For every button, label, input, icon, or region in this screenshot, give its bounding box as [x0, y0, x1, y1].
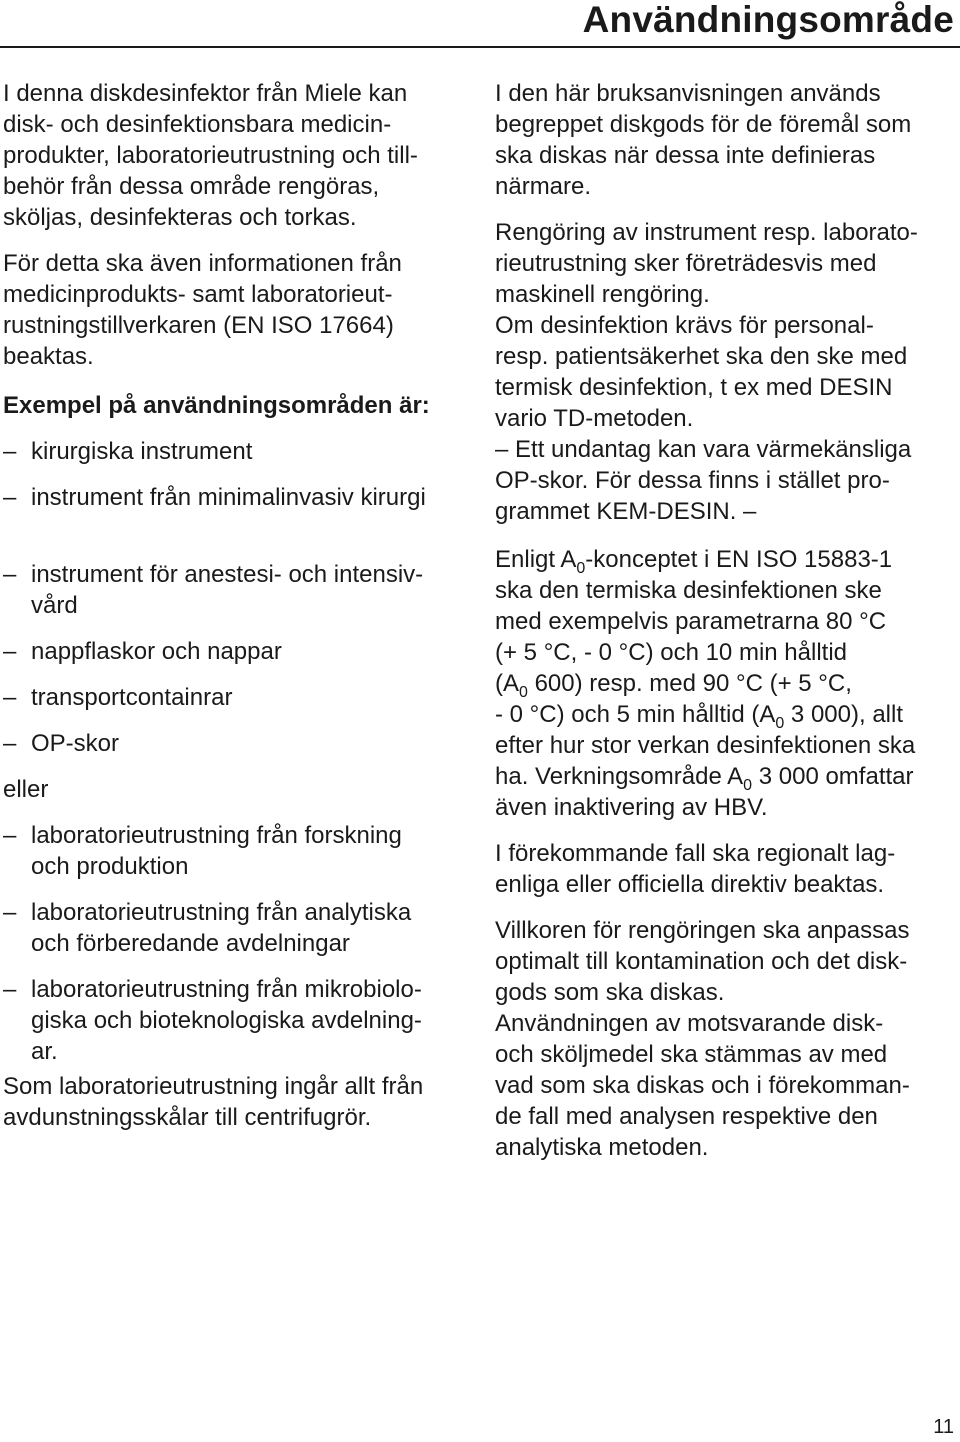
text-line: medicinprodukts- samt laboratorieut-: [3, 281, 393, 308]
text-line: optimalt till kontamination och det disk-: [495, 948, 908, 975]
list-item: [3, 636, 473, 667]
text-line: beaktas.: [3, 343, 94, 370]
text-line: även inaktivering av HBV.: [495, 794, 768, 821]
text-line: - 0 °C) och 5 min hålltid ($A_0$ 3 000), allt: [495, 701, 903, 732]
list-item: [3, 559, 473, 621]
text-line: ha. Verkningsområde $A_0$ 3 000 omfattar: [495, 763, 914, 794]
text-line: rieutrustning sker företrädesvis med: [495, 250, 877, 277]
text-line: maskinell rengöring.: [495, 281, 710, 308]
text-line: avdunstningsskålar till centrifugrör.: [3, 1104, 372, 1131]
paragraph-undantag: [495, 434, 955, 527]
examples-list: [3, 436, 473, 759]
dash-bullet: –: [3, 638, 17, 665]
paragraph-desinfektion: [495, 310, 955, 434]
text-line: Användningen av motsvarande disk-: [495, 1010, 884, 1037]
list-item-text: kirurgiska instrument: [31, 438, 253, 465]
text-line: gods som ska diskas.: [495, 979, 725, 1006]
dash-bullet: –: [3, 438, 17, 465]
eller-text: eller: [3, 776, 49, 803]
list-item-text: ar.: [31, 1038, 58, 1065]
text-line: behör från dessa område rengöras,: [3, 173, 380, 200]
closing-paragraph: [3, 1071, 473, 1133]
list-item-text: vård: [31, 592, 78, 619]
dash-bullet: –: [3, 899, 17, 926]
dash-bullet: –: [3, 730, 17, 757]
text-line: analytiska metoden.: [495, 1134, 709, 1161]
info-paragraph: [3, 248, 473, 372]
text-line: ($A_0$ 600) resp. med 90 °C (+ 5 °C,: [495, 670, 852, 701]
text-line: Som laboratorieutrustning ingår allt från: [3, 1073, 424, 1100]
text-line: Villkoren för rengöringen ska anpassas: [495, 917, 910, 944]
paragraph-diskmedel: [495, 1008, 955, 1163]
text-line: För detta ska även informationen från: [3, 250, 402, 277]
text-line: produkter, laboratorieutrustning och till-: [3, 142, 418, 169]
paragraph-a0-koncept: [495, 544, 955, 823]
text-line: rustningstillverkaren (EN ISO 17664): [3, 312, 394, 339]
text-line: vad som ska diskas och i förekomman-: [495, 1072, 910, 1099]
list-item: [3, 482, 473, 513]
list-item-text: giska och bioteknologiska avdelning-: [31, 1007, 422, 1034]
list-item-text: nappflaskor och nappar: [31, 638, 282, 665]
list-item-text: laboratorieutrustning från analytiska: [31, 899, 412, 926]
list-item: [3, 436, 473, 467]
list-item: [3, 682, 473, 713]
list-item: [3, 728, 473, 759]
text-line: Rengöring av instrument resp. laborato-: [495, 219, 918, 246]
list-item-text: instrument för anestesi- och intensiv-: [31, 561, 424, 588]
text-line: I denna diskdesinfektor från Miele kan: [3, 80, 408, 107]
list-item: [3, 897, 473, 959]
page-number: 11: [933, 1416, 954, 1438]
paragraph-direktiv: [495, 838, 955, 900]
text-line: disk- och desinfektionsbara medicin-: [3, 111, 392, 138]
right-column: [495, 78, 955, 1163]
examples-heading: Exempel på användningsområden är:: [3, 392, 430, 419]
text-line: resp. patientsäkerhet ska den ske med: [495, 343, 908, 370]
text-line: och sköljmedel ska stämmas av med: [495, 1041, 888, 1068]
header-rule: [0, 46, 960, 48]
list-item-text: laboratorieutrustning från forskning: [31, 822, 402, 849]
lab-list: [3, 820, 473, 1067]
dash-bullet: –: [3, 484, 17, 511]
page-header-title: Användningsområde: [582, 0, 954, 40]
dash-bullet: –: [3, 976, 17, 1003]
list-item-text: och förberedande avdelningar: [31, 930, 350, 957]
text-line: begreppet diskgods för de föremål som: [495, 111, 912, 138]
list-item-text: instrument från minimalinvasiv kirurgi: [31, 484, 426, 511]
text-line: enliga eller officiella direktiv beaktas.: [495, 871, 885, 898]
dash-bullet: –: [3, 822, 17, 849]
paragraph-villkor: [495, 915, 955, 1008]
text-line: med exempelvis parametrarna 80 °C: [495, 608, 887, 635]
text-line: sköljas, desinfekteras och torkas.: [3, 204, 357, 231]
text-line: ska diskas när dessa inte definieras: [495, 142, 876, 169]
text-line: Enligt $A_0$-konceptet i EN ISO 15883-1: [495, 546, 893, 577]
text-line: I förekommande fall ska regionalt lag-: [495, 840, 896, 867]
text-line: närmare.: [495, 173, 592, 200]
text-line: ska den termiska desinfektionen ske: [495, 577, 882, 604]
list-item-text: och produktion: [31, 853, 189, 880]
list-item-text: laboratorieutrustning från mikrobiolo-: [31, 976, 422, 1003]
text-line: Om desinfektion krävs för personal-: [495, 312, 874, 339]
text-line: – Ett undantag kan vara värmekänsliga: [495, 436, 912, 463]
list-item-text: OP-skor: [31, 730, 120, 757]
text-line: I den här bruksanvisningen används: [495, 80, 881, 107]
paragraph-diskgods: [495, 78, 955, 202]
text-line: (+ 5 °C, - 0 °C) och 10 min hålltid: [495, 639, 847, 666]
left-column: [3, 78, 473, 1133]
list-item: [3, 820, 473, 882]
dash-bullet: –: [3, 684, 17, 711]
text-line: termisk desinfektion, t ex med DESIN: [495, 374, 893, 401]
list-item-text: transportcontainrar: [31, 684, 233, 711]
text-line: grammet KEM-DESIN. –: [495, 498, 757, 525]
text-line: de fall med analysen respektive den: [495, 1103, 878, 1130]
text-line: OP-skor. För dessa finns i stället pro-: [495, 467, 890, 494]
intro-paragraph: [3, 78, 473, 233]
dash-bullet: –: [3, 561, 17, 588]
paragraph-rengoring: [495, 217, 955, 310]
list-item: [3, 974, 473, 1067]
text-line: vario TD-metoden.: [495, 405, 694, 432]
text-line: efter hur stor verkan desinfektionen ska: [495, 732, 916, 759]
